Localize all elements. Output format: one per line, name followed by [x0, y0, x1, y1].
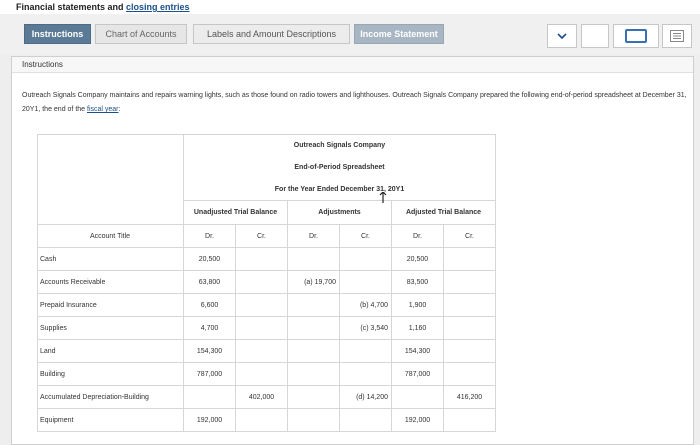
- account-name: Accounts Receivable: [38, 271, 184, 294]
- adjustment-dr: [288, 248, 340, 271]
- unadjusted-cr: [236, 271, 288, 294]
- adjustment-cr: [340, 409, 392, 432]
- unadjusted-dr: 154,300: [184, 340, 236, 363]
- mouse-cursor-icon: [379, 192, 387, 207]
- intro-text: [22, 89, 687, 117]
- cr-header: Cr.: [340, 225, 392, 248]
- adjusted-dr: 154,300: [392, 340, 444, 363]
- tab-bar: [0, 14, 700, 54]
- adjusted-cr: [444, 363, 496, 386]
- account-name: Equipment: [38, 409, 184, 432]
- adjustment-cr: [340, 248, 392, 271]
- unadjusted-dr: 4,700: [184, 317, 236, 340]
- adjustment-dr: [288, 363, 340, 386]
- cr-header: Cr.: [236, 225, 288, 248]
- next-tab-button[interactable]: [547, 24, 577, 48]
- dr-header: Dr.: [392, 225, 444, 248]
- table-row: [38, 409, 496, 432]
- adjusted-dr: [392, 386, 444, 409]
- group-adjusted-trial-balance: Adjusted Trial Balance: [392, 201, 496, 225]
- page-title-prefix: Financial statements and: [16, 2, 127, 12]
- adjusted-dr: 192,000: [392, 409, 444, 432]
- unadjusted-cr: [236, 363, 288, 386]
- window-toggle-button[interactable]: [613, 24, 659, 48]
- adjusted-dr: 20,500: [392, 248, 444, 271]
- account-title-header: Account Title: [38, 225, 184, 248]
- table-row: [38, 271, 496, 294]
- table-row: [38, 340, 496, 363]
- account-name: Land: [38, 340, 184, 363]
- adjusted-cr: [444, 317, 496, 340]
- adjustment-cr: (d) 14,200: [340, 386, 392, 409]
- unadjusted-cr: [236, 248, 288, 271]
- account-name: Building: [38, 363, 184, 386]
- adjustment-cr: [340, 271, 392, 294]
- grid-icon: [670, 30, 684, 42]
- adjusted-cr: [444, 271, 496, 294]
- unadjusted-dr: 20,500: [184, 248, 236, 271]
- end-of-period-spreadsheet: [37, 134, 496, 432]
- adjustment-dr: [288, 386, 340, 409]
- tab-income-statement[interactable]: Income Statement: [354, 24, 444, 44]
- chevron-down-icon: [557, 33, 567, 40]
- spreadsheet-period: For the Year Ended December 31, 20Y1: [184, 179, 496, 201]
- adjustment-cr: [340, 363, 392, 386]
- account-name: Accumulated Depreciation-Building: [38, 386, 184, 409]
- account-name: Prepaid Insurance: [38, 294, 184, 317]
- tab-labels-and-amount-descriptions[interactable]: Labels and Amount Descriptions: [193, 24, 350, 44]
- adjusted-cr: [444, 248, 496, 271]
- table-row: [38, 363, 496, 386]
- closing-entries-link[interactable]: closing entries: [126, 2, 190, 12]
- adjustment-cr: (b) 4,700: [340, 294, 392, 317]
- adjusted-dr: 83,500: [392, 271, 444, 294]
- adjustment-dr: [288, 294, 340, 317]
- group-unadjusted-trial-balance: Unadjusted Trial Balance: [184, 201, 288, 225]
- unadjusted-dr: 192,000: [184, 409, 236, 432]
- unadjusted-cr: [236, 317, 288, 340]
- adjusted-dr: 1,160: [392, 317, 444, 340]
- spreadsheet-title: End-of-Period Spreadsheet: [184, 157, 496, 179]
- dr-header: Dr.: [184, 225, 236, 248]
- adjustment-cr: [340, 340, 392, 363]
- account-name: Cash: [38, 248, 184, 271]
- unadjusted-cr: [236, 340, 288, 363]
- page-title: [0, 0, 700, 14]
- adjusted-cr: [444, 294, 496, 317]
- intro-end: :: [118, 106, 121, 113]
- unadjusted-cr: [236, 294, 288, 317]
- cr-header: Cr.: [444, 225, 496, 248]
- unadjusted-dr: [184, 386, 236, 409]
- adjusted-cr: [444, 340, 496, 363]
- adjustment-dr: [288, 340, 340, 363]
- unadjusted-dr: 787,000: [184, 363, 236, 386]
- adjustment-dr: [288, 317, 340, 340]
- adjustment-cr: (c) 3,540: [340, 317, 392, 340]
- adjustment-dr: [288, 409, 340, 432]
- window-icon: [625, 29, 647, 43]
- tab-chart-of-accounts[interactable]: Chart of Accounts: [95, 24, 187, 44]
- company-name: Outreach Signals Company: [184, 135, 496, 157]
- adjusted-dr: 787,000: [392, 363, 444, 386]
- table-row: [38, 294, 496, 317]
- table-row: [38, 317, 496, 340]
- adjustment-dr: (a) 19,700: [288, 271, 340, 294]
- fiscal-year-link[interactable]: fiscal year: [87, 106, 119, 113]
- table-row: [38, 248, 496, 271]
- unadjusted-cr: 402,000: [236, 386, 288, 409]
- adjusted-cr: 416,200: [444, 386, 496, 409]
- unadjusted-dr: 6,600: [184, 294, 236, 317]
- group-adjustments: Adjustments: [288, 201, 392, 225]
- account-name: Supplies: [38, 317, 184, 340]
- grid-view-button[interactable]: [662, 24, 692, 48]
- blank-control[interactable]: [581, 24, 609, 48]
- intro-body: Outreach Signals Company maintains and repairs warning lights, such as those found on radio towers and lighthouses. Outreach Signals Company prepared the following end-of-period spreadsheet at December 31, 20Y1, the end of the: [22, 92, 687, 113]
- dr-header: Dr.: [288, 225, 340, 248]
- panel-header: Instructions: [12, 57, 693, 73]
- adjusted-cr: [444, 409, 496, 432]
- adjusted-dr: 1,900: [392, 294, 444, 317]
- table-row: [38, 386, 496, 409]
- tab-instructions[interactable]: Instructions: [24, 24, 91, 44]
- unadjusted-cr: [236, 409, 288, 432]
- unadjusted-dr: 63,800: [184, 271, 236, 294]
